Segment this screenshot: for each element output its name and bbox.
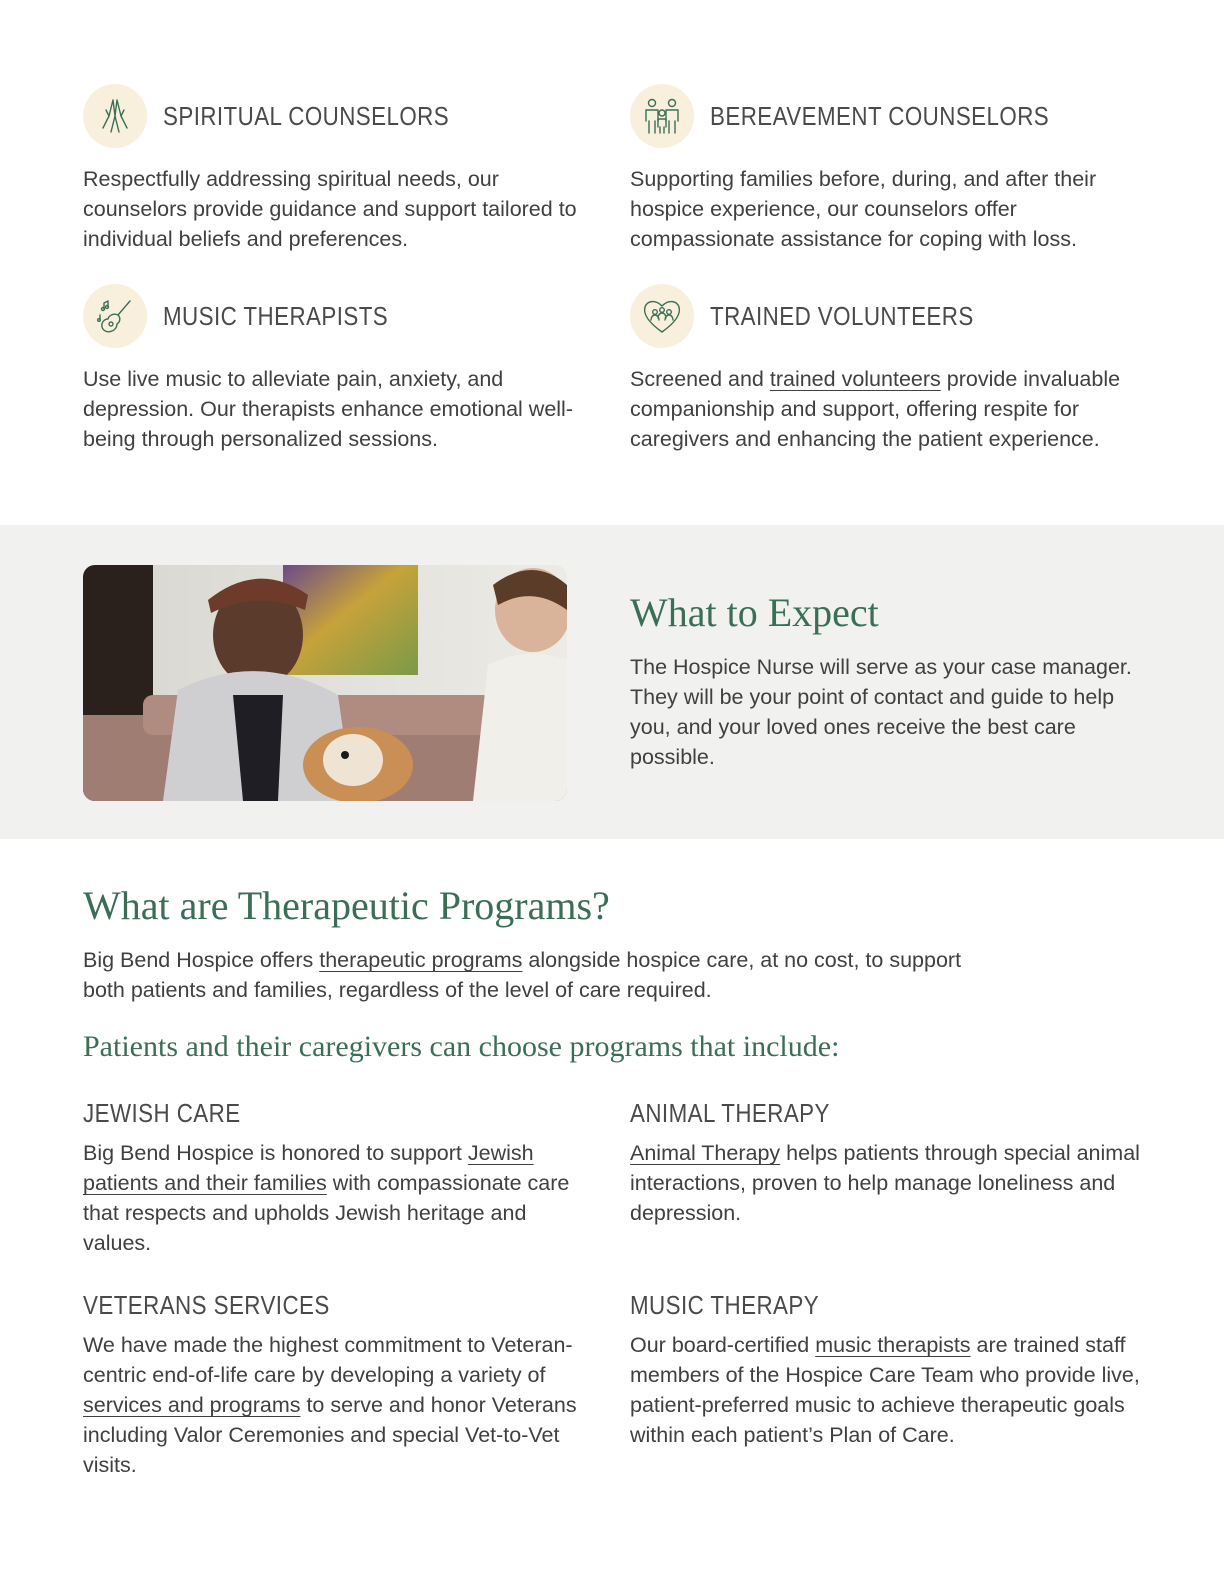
- program-title: ANIMAL THERAPY: [630, 1098, 830, 1128]
- programs-subheading: Patients and their caregivers can choose programs that include:: [83, 1030, 840, 1063]
- staff-card-volunteers: [630, 284, 1130, 454]
- heart-people-icon: [630, 284, 694, 348]
- staff-description: Supporting families before, during, and after their hospice experience, our counselors offer compassionate assistance for coping with loss.: [630, 167, 1097, 251]
- guitar-music-icon: [83, 284, 147, 348]
- family-icon: [630, 84, 694, 148]
- staff-description: Use live music to alleviate pain, anxiety, and depression. Our therapists enhance emotional well-being through personalized sessions.: [83, 367, 573, 451]
- staff-description: Screened and trained volunteers provide invaluable companionship and support, offering respite for caregivers and enhancing the patient experience.: [630, 367, 1121, 451]
- staff-title: TRAINED VOLUNTEERS: [710, 300, 974, 331]
- staff-card-spiritual: [83, 84, 583, 254]
- what-to-expect-body: The Hospice Nurse will serve as your case manager. They will be your point of contact and guide to help you, and your loved ones receive the best care possible.: [630, 655, 1132, 769]
- programs-intro: Big Bend Hospice offers therapeutic programs alongside hospice care, at no cost, to support both patients and families, regardless of the level of care required.: [83, 948, 962, 1002]
- program-title: VETERANS SERVICES: [83, 1290, 330, 1320]
- program-description: Big Bend Hospice is honored to support Jewish patients and their families with compassionate care that respects and upholds Jewish heritage and values.: [83, 1141, 570, 1255]
- services-and-programs-link[interactable]: services and programs: [83, 1393, 301, 1417]
- programs-heading: What are Therapeutic Programs?: [83, 883, 610, 928]
- program-description: We have made the highest commitment to Veteran-centric end-of-life care by developing a variety of services and programs to serve and honor Veterans including Valor Ceremonies and special Vet-to-Vet visits.: [83, 1333, 577, 1477]
- patient-with-dog-photo: [83, 565, 567, 801]
- program-jewish-care: [83, 1098, 593, 1258]
- what-to-expect-heading: What to Expect: [630, 590, 879, 635]
- staff-card-music: [83, 284, 583, 454]
- staff-card-bereavement: [630, 84, 1130, 254]
- program-description: Animal Therapy helps patients through special animal interactions, proven to help manage loneliness and depression.: [630, 1141, 1140, 1225]
- staff-title: SPIRITUAL COUNSELORS: [163, 100, 450, 131]
- program-title: MUSIC THERAPY: [630, 1290, 820, 1320]
- staff-title: BEREAVEMENT COUNSELORS: [710, 100, 1050, 131]
- staff-title: MUSIC THERAPISTS: [163, 300, 389, 331]
- music-therapists-link[interactable]: music therapists: [815, 1333, 971, 1357]
- what-to-expect-section: [0, 525, 1224, 839]
- program-veterans-services: [83, 1290, 593, 1480]
- animal-therapy-link[interactable]: Animal Therapy: [630, 1141, 781, 1165]
- praying-hands-icon: [83, 84, 147, 148]
- therapeutic-programs-link[interactable]: therapeutic programs: [319, 948, 523, 972]
- program-music-therapy: [630, 1290, 1140, 1450]
- program-animal-therapy: [630, 1098, 1140, 1228]
- trained-volunteers-link[interactable]: trained volunteers: [769, 367, 941, 391]
- jewish-patients-link[interactable]: Jewish patients and their families: [83, 1141, 534, 1195]
- staff-description: Respectfully addressing spiritual needs, our counselors provide guidance and support tailored to individual beliefs and preferences.: [83, 167, 577, 251]
- program-title: JEWISH CARE: [83, 1098, 241, 1128]
- program-description: Our board-certified music therapists are trained staff members of the Hospice Care Team who provide live, patient-preferred music to achieve therapeutic goals within each patient’s Plan of Care.: [630, 1333, 1140, 1447]
